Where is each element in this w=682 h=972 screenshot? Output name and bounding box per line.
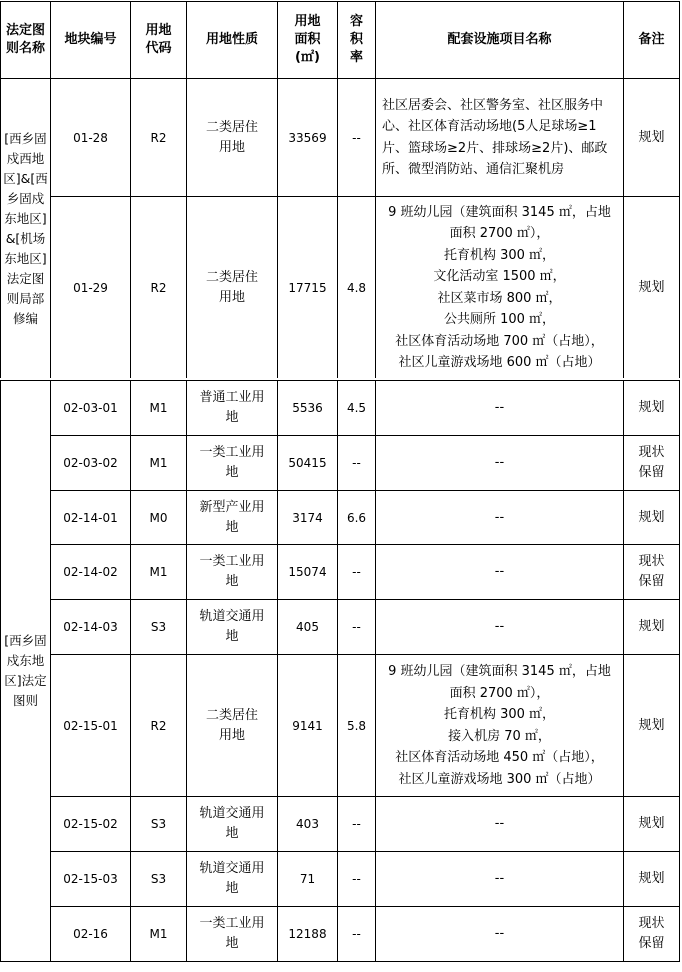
header-row xyxy=(1,2,680,79)
plot-no-cell: 01-28 xyxy=(51,79,131,197)
area-cell: 5536 xyxy=(278,381,338,436)
table-row xyxy=(1,381,680,436)
facility-line: 社区儿童游戏场地 600 ㎡（占地） xyxy=(398,355,601,370)
far-cell: -- xyxy=(338,907,376,962)
land-nature-cell: 一类工业用地 xyxy=(187,907,278,962)
table-row xyxy=(1,491,680,545)
remarks-cell: 规划 xyxy=(624,491,680,545)
facility-line: 社区菜市场 800 ㎡， xyxy=(437,290,562,306)
table-row xyxy=(1,655,680,797)
facility-line: 社区儿童游戏场地 300 ㎡（占地） xyxy=(398,771,601,787)
facilities-cell xyxy=(376,655,624,797)
plot-no-cell: 02-14-02 xyxy=(51,545,131,600)
facilities-cell: 社区居委会、社区警务室、社区服务中心、社区体育活动场地(5人足球场≥1片、篮球场≥2片、排球场≥2片)、邮政所、微型消防站、通信汇聚机房 xyxy=(376,79,624,197)
facilities-cell: -- xyxy=(376,907,624,962)
plan-name-cell: [西乡固戍西地区]&[西乡固戍东地区]&[机场东地区] 法定图则局部修编 xyxy=(1,79,51,379)
header-area: 用地面积(㎡) xyxy=(278,2,338,79)
facility-line: 社区体育活动场地 450 ㎡（占地）， xyxy=(395,750,604,765)
plot-no-cell: 02-03-02 xyxy=(51,436,131,491)
far-cell: 4.5 xyxy=(338,381,376,436)
area-cell: 405 xyxy=(278,600,338,655)
header-land-nature: 用地性质 xyxy=(187,2,278,79)
land-code-cell: S3 xyxy=(131,600,187,655)
remarks-cell: 现状保留 xyxy=(624,545,680,600)
header-facilities: 配套设施项目名称 xyxy=(376,2,624,79)
land-nature-cell: 轨道交通用地 xyxy=(187,852,278,907)
land-code-cell: M1 xyxy=(131,381,187,436)
remarks-cell: 规划 xyxy=(624,797,680,852)
remarks-cell: 规划 xyxy=(624,655,680,797)
land-code-cell: M1 xyxy=(131,436,187,491)
land-nature-cell: 二类居住用地 xyxy=(187,655,278,797)
area-cell: 71 xyxy=(278,852,338,907)
land-code-cell: M0 xyxy=(131,491,187,545)
table-row xyxy=(1,197,680,379)
facilities-cell: -- xyxy=(376,600,624,655)
area-cell: 9141 xyxy=(278,655,338,797)
land-nature-cell: 二类居住用地 xyxy=(187,79,278,197)
land-code-cell: M1 xyxy=(131,907,187,962)
facility-line: 文化活动室 1500 ㎡， xyxy=(433,269,566,284)
facilities-cell: -- xyxy=(376,436,624,491)
land-code-cell: S3 xyxy=(131,797,187,852)
area-cell: 403 xyxy=(278,797,338,852)
land-nature-cell: 轨道交通用地 xyxy=(187,600,278,655)
header-far: 容积率 xyxy=(338,2,376,79)
land-nature-cell: 一类工业用地 xyxy=(187,545,278,600)
far-cell: 4.8 xyxy=(338,197,376,379)
remarks-cell: 规划 xyxy=(624,852,680,907)
facility-line: 9 班幼儿园（建筑面积 3145 ㎡，占地面积 2700 ㎡）， xyxy=(388,204,611,241)
area-cell: 50415 xyxy=(278,436,338,491)
far-cell: -- xyxy=(338,436,376,491)
remarks-cell: 规划 xyxy=(624,79,680,197)
header-plan-name: 法定图则名称 xyxy=(1,2,51,79)
area-cell: 33569 xyxy=(278,79,338,197)
remarks-cell: 规划 xyxy=(624,600,680,655)
remarks-cell: 规划 xyxy=(624,197,680,379)
land-use-table-part1 xyxy=(0,1,680,379)
facilities-cell: -- xyxy=(376,545,624,600)
land-code-cell: M1 xyxy=(131,545,187,600)
area-cell: 15074 xyxy=(278,545,338,600)
facilities-cell xyxy=(376,197,624,379)
facilities-cell: -- xyxy=(376,797,624,852)
plot-no-cell: 02-14-01 xyxy=(51,491,131,545)
header-remarks: 备注 xyxy=(624,2,680,79)
facility-line: 社区体育活动场地 700 ㎡（占地）， xyxy=(395,333,604,349)
area-cell: 3174 xyxy=(278,491,338,545)
table-row xyxy=(1,852,680,907)
table-row xyxy=(1,600,680,655)
plan-name-cell: [西乡固戍东地区]法定图则 xyxy=(1,381,51,962)
facility-line: 9 班幼儿园（建筑面积 3145 ㎡，占地面积 2700 ㎡）， xyxy=(388,664,611,701)
plot-no-cell: 02-16 xyxy=(51,907,131,962)
table-row xyxy=(1,436,680,491)
header-land-code: 用地代码 xyxy=(131,2,187,79)
far-cell: 5.8 xyxy=(338,655,376,797)
far-cell: 6.6 xyxy=(338,491,376,545)
remarks-cell: 现状保留 xyxy=(624,907,680,962)
far-cell: -- xyxy=(338,545,376,600)
table-row xyxy=(1,907,680,962)
plot-no-cell: 01-29 xyxy=(51,197,131,379)
land-nature-cell: 新型产业用地 xyxy=(187,491,278,545)
land-nature-cell: 一类工业用地 xyxy=(187,436,278,491)
facilities-cell: -- xyxy=(376,381,624,436)
area-cell: 12188 xyxy=(278,907,338,962)
header-plot-no: 地块编号 xyxy=(51,2,131,79)
land-code-cell: R2 xyxy=(131,655,187,797)
far-cell: -- xyxy=(338,600,376,655)
plot-no-cell: 02-03-01 xyxy=(51,381,131,436)
plot-no-cell: 02-15-01 xyxy=(51,655,131,797)
land-use-table-part2 xyxy=(0,380,680,962)
table-row xyxy=(1,79,680,197)
land-code-cell: R2 xyxy=(131,197,187,379)
table-row xyxy=(1,797,680,852)
land-nature-cell: 普通工业用地 xyxy=(187,381,278,436)
plot-no-cell: 02-14-03 xyxy=(51,600,131,655)
facilities-cell: -- xyxy=(376,491,624,545)
land-nature-cell: 轨道交通用地 xyxy=(187,797,278,852)
facilities-cell: -- xyxy=(376,852,624,907)
far-cell: -- xyxy=(338,852,376,907)
land-code-cell: R2 xyxy=(131,79,187,197)
remarks-cell: 现状保留 xyxy=(624,436,680,491)
table-row xyxy=(1,545,680,600)
facility-line: 公共厕所 100 ㎡， xyxy=(443,312,556,327)
far-cell: -- xyxy=(338,79,376,197)
remarks-cell: 规划 xyxy=(624,381,680,436)
facility-line: 托育机构 300 ㎡， xyxy=(443,247,556,263)
plot-no-cell: 02-15-02 xyxy=(51,797,131,852)
land-code-cell: S3 xyxy=(131,852,187,907)
plot-no-cell: 02-15-03 xyxy=(51,852,131,907)
facility-line: 托育机构 300 ㎡， xyxy=(443,707,556,722)
far-cell: -- xyxy=(338,797,376,852)
facility-line: 接入机房 70 ㎡， xyxy=(448,728,551,744)
land-nature-cell: 二类居住用地 xyxy=(187,197,278,379)
area-cell: 17715 xyxy=(278,197,338,379)
